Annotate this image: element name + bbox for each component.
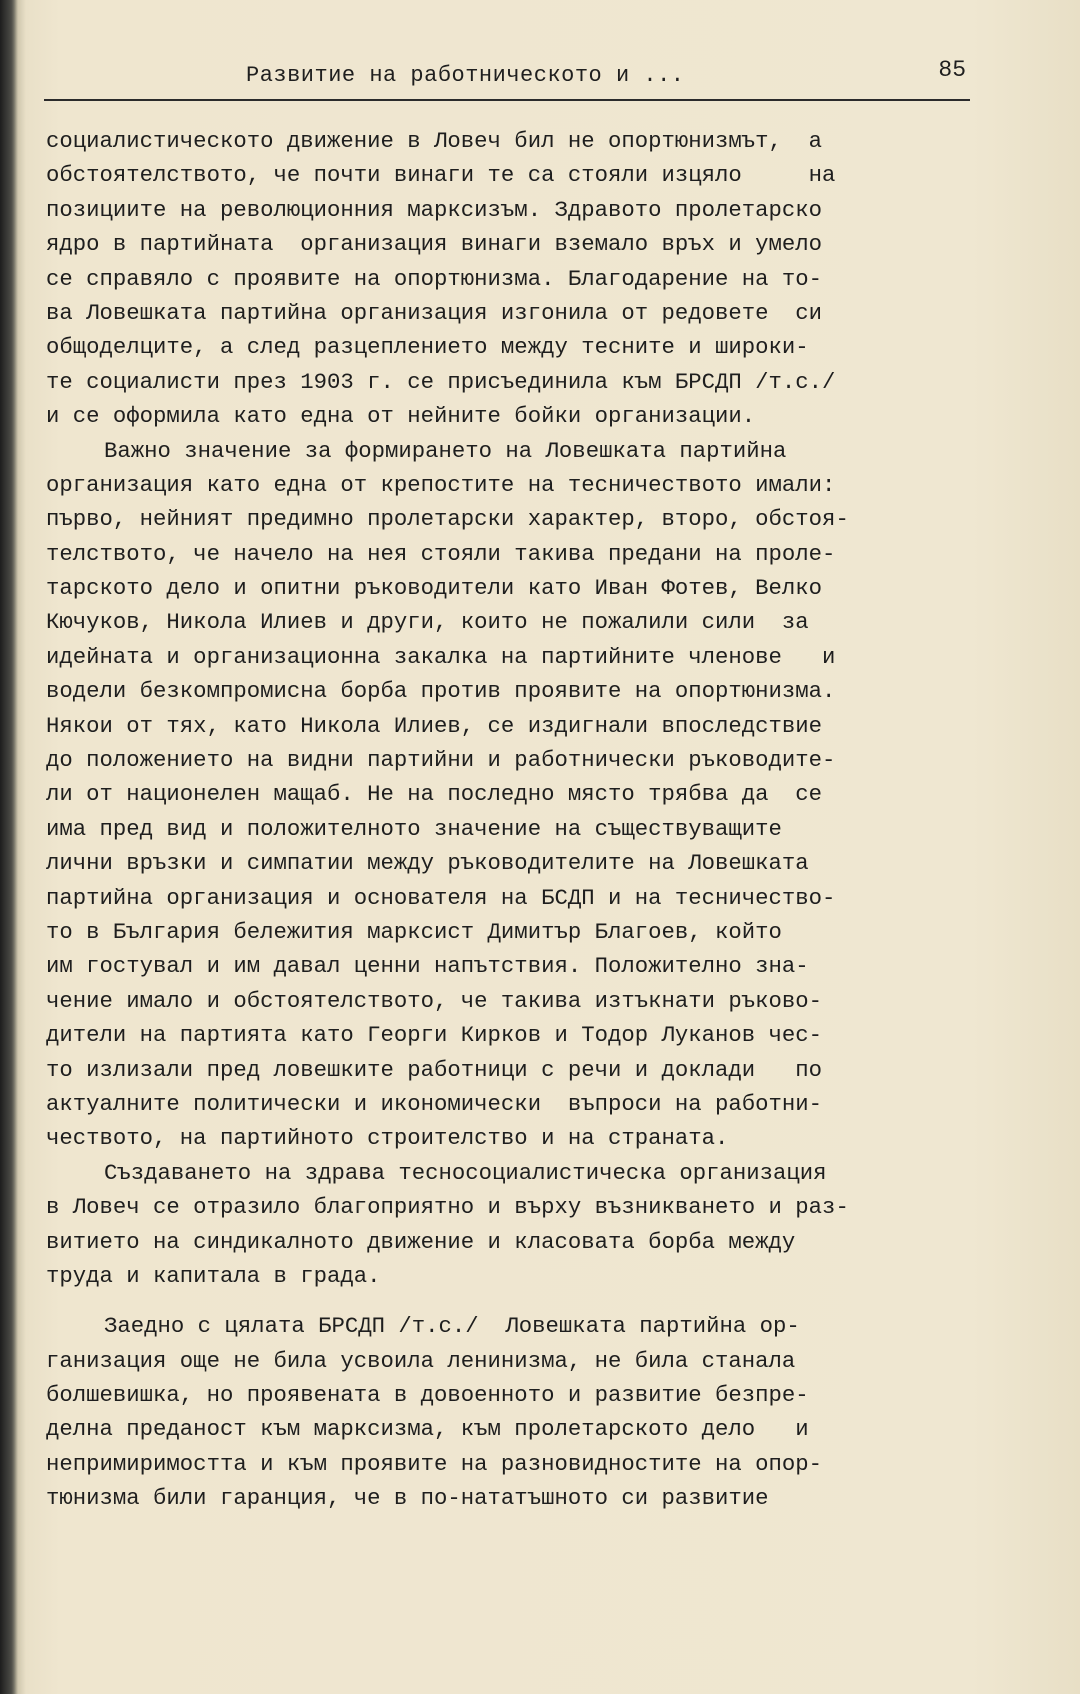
text-line: Някои от тях, като Никола Илиев, се издигнали впоследствие — [46, 712, 823, 739]
text-line: телството, че начело на нея стояли такива предани на проле- — [46, 540, 836, 567]
text-line: тарското дело и опитни ръководители като Иван Фотев, Велко — [46, 575, 823, 602]
paragraph-spacer — [46, 1293, 1004, 1309]
text-line: труда и капитала в града. — [46, 1262, 381, 1289]
text-line: в Ловеч се отразило благоприятно и върху възникването и раз- — [46, 1194, 849, 1221]
text-line: чеството, на партийното строителство и на страната. — [46, 1125, 729, 1152]
text-line: водели безкомпромисна борба против проявите на опортюнизма. — [46, 678, 836, 705]
text-line: идейната и организационна закалка на партийните членове и — [46, 643, 836, 670]
text-line: ядро в партийната организация винаги вземало връх и умело — [46, 231, 823, 258]
text-line: ганизация още не била усвоила ленинизма, не била станала — [46, 1347, 796, 1374]
text-line: чение имало и обстоятелството, че такива изтъкнати ръково- — [46, 987, 823, 1014]
text-line: има пред вид и положителното значение на съществуващите — [46, 815, 782, 842]
paragraph-2 — [46, 434, 1004, 1156]
text-line: витието на синдикалното движение и класовата борба между — [46, 1228, 796, 1255]
text-line: непримиримостта и към проявите на разновидностите на опор- — [46, 1450, 823, 1477]
text-line: позициите на революционния марксизъм. Здравото пролетарско — [46, 196, 823, 223]
text-line: се справяло с проявите на опортюнизма. Благодарение на то- — [46, 265, 823, 292]
text-line: общоделците, а след разцеплението между тесните и широки- — [46, 334, 809, 361]
text-line: Кючуков, Никола Илиев и други, които не пожалили сили за — [46, 609, 809, 636]
text-line: социалистическото движение в Ловеч бил не опортюнизмът, а — [46, 128, 823, 154]
text-line: партийна организация и основателя на БСДП и на тесничество- — [46, 884, 836, 911]
page-number: 85 — [938, 57, 966, 83]
text-line: делна преданост към марксизма, към пролетарското дело и — [46, 1416, 809, 1443]
body-text — [46, 124, 1004, 1516]
text-line: лични връзки и симпатии между ръководителите на Ловешката — [46, 850, 809, 877]
text-line: до положението на видни партийни и работнически ръководите- — [46, 747, 836, 774]
text-line: Създаването на здрава тесносоциалистическа организация — [104, 1159, 827, 1186]
text-line: обстоятелството, че почти винаги те са стояли изцяло на — [46, 162, 836, 189]
text-line: организация като една от крепостите на тесничеството имали: — [46, 471, 836, 498]
text-line: Заедно с цялата БРСДП /т.с./ Ловешката партийна ор- — [104, 1313, 800, 1340]
text-line: им гостувал и им давал ценни напътствия. Положително зна- — [46, 953, 809, 980]
running-title: Развитие на работническото и ... — [246, 63, 685, 88]
text-line: ли от национелен мащаб. Не на последно място трябва да се — [46, 781, 823, 808]
paragraph-1 — [46, 124, 1004, 434]
paragraph-4 — [46, 1309, 1004, 1515]
text-line: ва Ловешката партийна организация изгонила от редовете си — [46, 299, 823, 326]
text-line: Важно значение за формирането на Ловешката партийна — [104, 437, 787, 464]
text-line: дители на партията като Георги Кирков и Тодор Луканов чес- — [46, 1022, 823, 1049]
book-spine-shadow — [0, 0, 18, 1694]
text-line: болшевишка, но проявената в довоенното и развитие безпре- — [46, 1382, 809, 1409]
text-line: тюнизма били гаранция, че в по-нататъшното си развитие — [46, 1485, 769, 1512]
text-line: и се оформила като една от нейните бойки организации. — [46, 403, 756, 430]
text-line: то в България бележития марксист Димитър Благоев, който — [46, 918, 782, 945]
text-line: първо, нейният предимно пролетарски характер, второ, обстоя- — [46, 506, 849, 533]
paragraph-3 — [46, 1156, 1004, 1294]
page-header — [44, 55, 970, 101]
text-line: то излизали пред ловешките работници с речи и доклади по — [46, 1056, 823, 1083]
text-line: те социалисти през 1903 г. се присъединила към БРСДП /т.с./ — [46, 368, 836, 395]
text-line: актуалните политически и икономически въпроси на работни- — [46, 1090, 823, 1117]
